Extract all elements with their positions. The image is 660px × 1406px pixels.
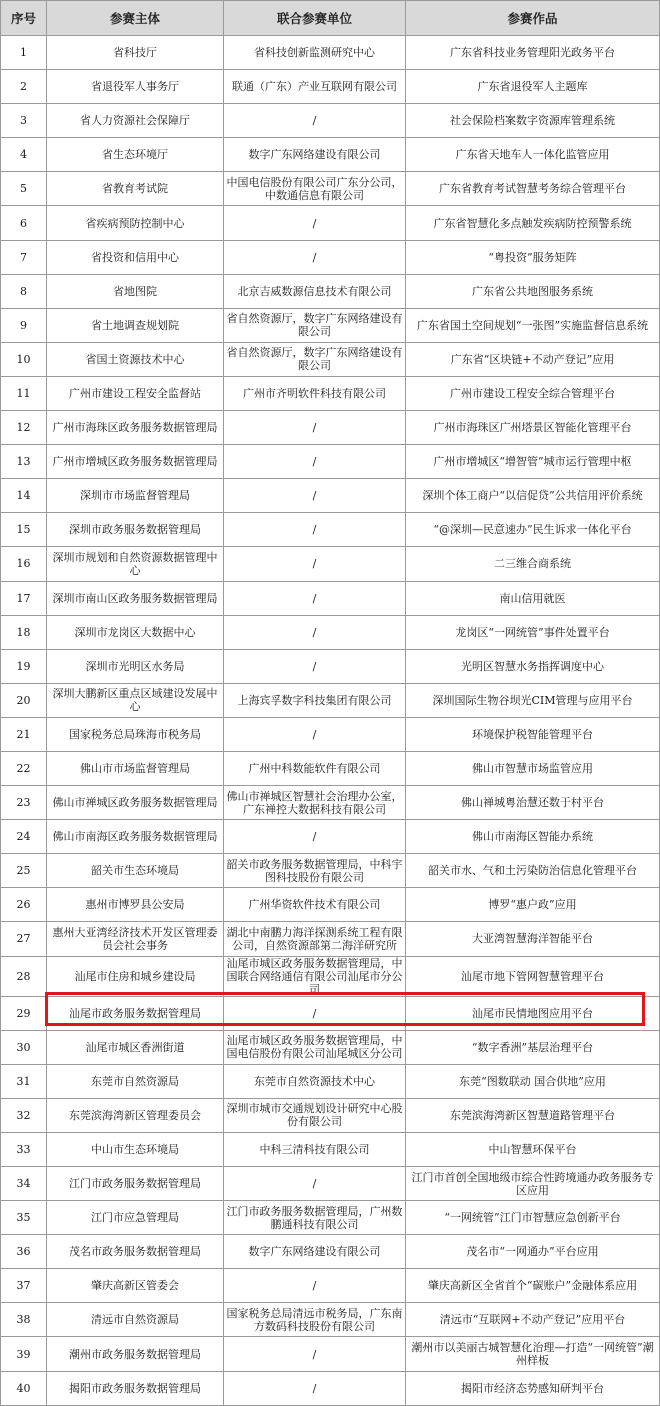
cell-index: 34 [1,1167,47,1201]
cell-index: 4 [1,138,47,172]
cell-index: 1 [1,36,47,70]
header-work: 参赛作品 [406,1,660,36]
cell-work: 南山信用就医 [406,581,660,615]
cell-index: 23 [1,786,47,820]
table-row [1,240,660,274]
table-row [1,513,660,547]
cell-work: 佛山市南海区智能办系统 [406,820,660,854]
table-row [1,1269,660,1303]
cell-partner: / [224,1269,406,1303]
cell-work: 广东省“区块链+不动产登记”应用 [406,342,660,376]
cell-entrant: 江门市政务服务数据管理局 [47,1167,224,1201]
table-row [1,888,660,922]
cell-partner: 省科技创新监测研究中心 [224,36,406,70]
cell-work: 广州市建设工程安全综合管理平台 [406,376,660,410]
cell-partner: / [224,820,406,854]
cell-index: 37 [1,1269,47,1303]
cell-work: “数字香洲”基层治理平台 [406,1030,660,1064]
table-row [1,411,660,445]
cell-work: 佛山市智慧市场监管应用 [406,751,660,785]
cell-partner: 北京吉威数源信息技术有限公司 [224,274,406,308]
table-row [1,956,660,996]
cell-partner: 汕尾市城区政务服务数据管理局，中国电信股份有限公司汕尾城区分公司 [224,1030,406,1064]
cell-work: 揭阳市经济态势感知研判平台 [406,1371,660,1405]
cell-partner: / [224,411,406,445]
table-header [1,1,660,36]
cell-entrant: 深圳市龙岗区大数据中心 [47,615,224,649]
header-partner: 联合参赛单位 [224,1,406,36]
cell-work: 广州市增城区“增智管”城市运行管理中枢 [406,445,660,479]
cell-index: 6 [1,206,47,240]
cell-entrant: 省生态环境厅 [47,138,224,172]
cell-partner: / [224,581,406,615]
table-row [1,342,660,376]
cell-partner: / [224,445,406,479]
cell-index: 36 [1,1235,47,1269]
cell-index: 31 [1,1064,47,1098]
cell-entrant: 国家税务总局珠海市税务局 [47,717,224,751]
table-row [1,547,660,581]
table-row [1,649,660,683]
table-row [1,1064,660,1098]
cell-index: 8 [1,274,47,308]
cell-entrant: 汕尾市住房和城乡建设局 [47,956,224,996]
cell-entrant: 深圳市光明区水务局 [47,649,224,683]
header-entrant: 参赛主体 [47,1,224,36]
cell-index: 9 [1,308,47,342]
cell-entrant: 省人力资源社会保障厅 [47,104,224,138]
cell-entrant: 省退役军人事务厅 [47,70,224,104]
table-row [1,615,660,649]
cell-work: “一网统管”江门市智慧应急创新平台 [406,1201,660,1235]
cell-index: 21 [1,717,47,751]
table-row [1,1371,660,1405]
cell-index: 39 [1,1337,47,1371]
cell-index: 40 [1,1371,47,1405]
cell-partner: / [224,717,406,751]
cell-index: 24 [1,820,47,854]
cell-partner: / [224,479,406,513]
cell-work: 深圳国际生物谷坝光CIM管理与应用平台 [406,683,660,717]
cell-work: 二三维合商系统 [406,547,660,581]
cell-index: 22 [1,751,47,785]
cell-work: 龙岗区“一网统管”事件处置平台 [406,615,660,649]
cell-partner: / [224,104,406,138]
cell-index: 30 [1,1030,47,1064]
cell-entrant: 广州市增城区政务服务数据管理局 [47,445,224,479]
cell-partner: 东莞市自然资源技术中心 [224,1064,406,1098]
table-body [1,36,660,1406]
cell-partner: 江门市政务服务数据管理局，广州数鹏通科技有限公司 [224,1201,406,1235]
cell-partner: 省自然资源厅，数字广东网络建设有限公司 [224,342,406,376]
table-row [1,717,660,751]
cell-index: 15 [1,513,47,547]
cell-work: 广东省天地车人一体化监管应用 [406,138,660,172]
cell-index: 29 [1,996,47,1030]
cell-entrant: 深圳市政务服务数据管理局 [47,513,224,547]
cell-entrant: 省地图院 [47,274,224,308]
cell-entrant: 茂名市政务服务数据管理局 [47,1235,224,1269]
cell-partner: 汕尾市城区政务服务数据管理局，中国联合网络通信有限公司汕尾市分公司 [224,956,406,996]
table-row [1,1098,660,1132]
cell-index: 11 [1,376,47,410]
cell-work: 佛山禅城粤治慧还数于村平台 [406,786,660,820]
cell-partner: / [224,615,406,649]
cell-work: 东莞滨海湾新区智慧道路管理平台 [406,1098,660,1132]
cell-index: 38 [1,1303,47,1337]
cell-work: 广东省智慧化多点触发疾病防控预警系统 [406,206,660,240]
cell-work: “@深圳—民意速办”民生诉求一体化平台 [406,513,660,547]
table-row [1,172,660,206]
table-row [1,206,660,240]
cell-partner: / [224,1167,406,1201]
cell-work: 环境保护税智能管理平台 [406,717,660,751]
header-row [1,1,660,36]
cell-entrant: 佛山市南海区政务服务数据管理局 [47,820,224,854]
cell-partner: 中科三清科技有限公司 [224,1132,406,1166]
cell-entrant: 深圳市规划和自然资源数据管理中心 [47,547,224,581]
cell-partner: 数字广东网络建设有限公司 [224,1235,406,1269]
table-row [1,36,660,70]
table-row [1,274,660,308]
cell-partner: / [224,206,406,240]
cell-partner: 广州华资软件技术有限公司 [224,888,406,922]
cell-partner: 广州市齐明软件科技有限公司 [224,376,406,410]
cell-work: 汕尾市地下管网智慧管理平台 [406,956,660,996]
table-row [1,996,660,1030]
table-row [1,922,660,956]
cell-partner: / [224,547,406,581]
cell-work: 深圳个体工商户“以信促贷”公共信用评价系统 [406,479,660,513]
cell-partner: 省自然资源厅，数字广东网络建设有限公司 [224,308,406,342]
cell-index: 25 [1,854,47,888]
table-row [1,70,660,104]
cell-partner: / [224,1337,406,1371]
cell-entrant: 深圳市市场监督管理局 [47,479,224,513]
table-row [1,1167,660,1201]
cell-work: 茂名市“一网通办”平台应用 [406,1235,660,1269]
cell-entrant: 省国土资源技术中心 [47,342,224,376]
table-row [1,104,660,138]
cell-partner: 数字广东网络建设有限公司 [224,138,406,172]
cell-entrant: 东莞滨海湾新区管理委员会 [47,1098,224,1132]
table-row [1,376,660,410]
cell-index: 28 [1,956,47,996]
cell-partner: / [224,1371,406,1405]
cell-entrant: 清远市自然资源局 [47,1303,224,1337]
table-row [1,1303,660,1337]
cell-index: 2 [1,70,47,104]
cell-work: 光明区智慧水务指挥调度中心 [406,649,660,683]
cell-index: 7 [1,240,47,274]
cell-work: 广东省退役军人主题库 [406,70,660,104]
cell-entrant: 佛山市禅城区政务服务数据管理局 [47,786,224,820]
cell-entrant: 惠州大亚湾经济技术开发区管理委员会社会事务 [47,922,224,956]
cell-entrant: 广州市海珠区政务服务数据管理局 [47,411,224,445]
cell-partner: 联通（广东）产业互联网有限公司 [224,70,406,104]
cell-work: 广东省教育考试智慧考务综合管理平台 [406,172,660,206]
cell-partner: / [224,240,406,274]
cell-work: 汕尾市民情地图应用平台 [406,996,660,1030]
cell-work: 博罗“惠户政”应用 [406,888,660,922]
cell-partner: 韶关市政务服务数据管理局，中科宇图科技股份有限公司 [224,854,406,888]
cell-work: 大亚湾智慧海洋智能平台 [406,922,660,956]
cell-entrant: 揭阳市政务服务数据管理局 [47,1371,224,1405]
cell-entrant: 潮州市政务服务数据管理局 [47,1337,224,1371]
cell-work: 东莞“图数联动 国合供地”应用 [406,1064,660,1098]
cell-entrant: 省投资和信用中心 [47,240,224,274]
cell-work: 广东省科技业务管理阳光政务平台 [406,36,660,70]
cell-work: 中山智慧环保平台 [406,1132,660,1166]
cell-partner: 中国电信股份有限公司广东分公司，中数通信息有限公司 [224,172,406,206]
cell-entrant: 省疾病预防控制中心 [47,206,224,240]
cell-entrant: 省土地调查规划院 [47,308,224,342]
cell-entrant: 江门市应急管理局 [47,1201,224,1235]
table-row [1,1201,660,1235]
table-row [1,479,660,513]
cell-index: 20 [1,683,47,717]
table-row [1,445,660,479]
cell-entrant: 佛山市市场监督管理局 [47,751,224,785]
cell-index: 32 [1,1098,47,1132]
cell-index: 17 [1,581,47,615]
cell-partner: 广州中科数能软件有限公司 [224,751,406,785]
header-index: 序号 [1,1,47,36]
table-row [1,1132,660,1166]
cell-partner: 湖北中南鹏力海洋探测系统工程有限公司，自然资源部第二海洋研究所 [224,922,406,956]
cell-work: “粤投资”服务矩阵 [406,240,660,274]
cell-entrant: 深圳市南山区政务服务数据管理局 [47,581,224,615]
cell-index: 18 [1,615,47,649]
cell-index: 14 [1,479,47,513]
cell-index: 3 [1,104,47,138]
cell-entrant: 省教育考试院 [47,172,224,206]
cell-partner: 佛山市禅城区智慧社会治理办公室，广东禅控大数据科技有限公司 [224,786,406,820]
cell-work: 社会保险档案数字资源库管理系统 [406,104,660,138]
cell-entrant: 省科技厅 [47,36,224,70]
cell-work: 潮州市以美丽古城智慧化治理—打造“一网统管”潮州样板 [406,1337,660,1371]
cell-partner: / [224,513,406,547]
cell-index: 33 [1,1132,47,1166]
cell-index: 35 [1,1201,47,1235]
cell-index: 12 [1,411,47,445]
cell-partner: 国家税务总局清远市税务局，广东南方数码科技股份有限公司 [224,1303,406,1337]
cell-index: 5 [1,172,47,206]
cell-entrant: 广州市建设工程安全监督站 [47,376,224,410]
cell-work: 广东省公共地图服务系统 [406,274,660,308]
table-row [1,854,660,888]
table-row [1,1030,660,1064]
cell-entrant: 深圳大鹏新区重点区域建设发展中心 [47,683,224,717]
cell-work: 广州市海珠区广州塔景区智能化管理平台 [406,411,660,445]
table-row [1,786,660,820]
table-row [1,751,660,785]
cell-partner: / [224,996,406,1030]
cell-index: 26 [1,888,47,922]
cell-work: 肇庆高新区全省首个“碳账户”金融体系应用 [406,1269,660,1303]
cell-work: 江门市首创全国地级市综合性跨境通办政务服务专区应用 [406,1167,660,1201]
table-row [1,820,660,854]
cell-work: 清远市“互联网+不动产登记”应用平台 [406,1303,660,1337]
table-row [1,1235,660,1269]
cell-work: 韶关市水、气和土污染防治信息化管理平台 [406,854,660,888]
cell-entrant: 韶关市生态环境局 [47,854,224,888]
table-row [1,308,660,342]
cell-partner: 深圳市城市交通规划设计研究中心股份有限公司 [224,1098,406,1132]
cell-partner: 上海宾孚数字科技集团有限公司 [224,683,406,717]
cell-entrant: 汕尾市城区香洲街道 [47,1030,224,1064]
cell-index: 19 [1,649,47,683]
cell-index: 16 [1,547,47,581]
table-row [1,138,660,172]
cell-entrant: 肇庆高新区管委会 [47,1269,224,1303]
cell-entrant: 惠州市博罗县公安局 [47,888,224,922]
cell-index: 10 [1,342,47,376]
cell-entrant: 东莞市自然资源局 [47,1064,224,1098]
table-row [1,581,660,615]
cell-index: 27 [1,922,47,956]
cell-partner: / [224,649,406,683]
table-row [1,683,660,717]
cell-work: 广东省国土空间规划“一张图”实施监督信息系统 [406,308,660,342]
cell-entrant: 汕尾市政务服务数据管理局 [47,996,224,1030]
cell-entrant: 中山市生态环境局 [47,1132,224,1166]
table-row [1,1337,660,1371]
cell-index: 13 [1,445,47,479]
